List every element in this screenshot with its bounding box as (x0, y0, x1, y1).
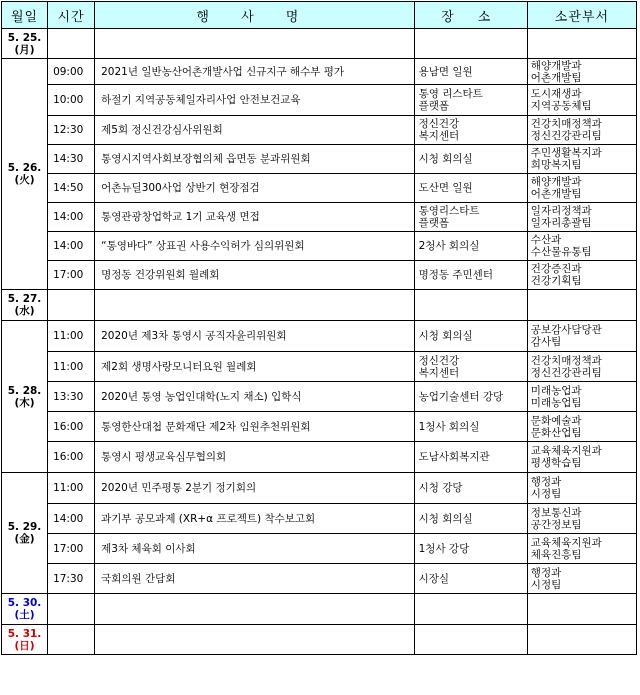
cell-line: 시정팀 (530, 578, 562, 591)
time-cell: 16:00 (48, 412, 95, 442)
dept-cell (527, 412, 636, 442)
cell-line: 시장실 (418, 572, 450, 585)
dept-cell (527, 85, 636, 116)
table-row (2, 534, 637, 564)
dept-cell (527, 564, 636, 594)
table-row (2, 116, 637, 145)
time-cell: 14:00 (48, 232, 95, 261)
cell-line: 어촌개발팀 (530, 71, 582, 84)
place-cell (414, 412, 527, 442)
dept-cell (527, 174, 636, 203)
event-name-cell: 2020년 통영 농업인대학(노지 채소) 입학식 (95, 382, 415, 412)
table-row (2, 85, 637, 116)
dept-cell (527, 145, 636, 174)
time-cell: 16:00 (48, 442, 95, 473)
empty-cell (414, 594, 527, 625)
time-cell: 11:00 (48, 473, 95, 504)
schedule-body (2, 29, 637, 655)
place-cell (414, 473, 527, 504)
empty-cell (48, 29, 95, 59)
cell-line: (金) (14, 533, 35, 545)
dept-cell (527, 534, 636, 564)
time-cell: 14:00 (48, 504, 95, 534)
cell-line: 용남면 일원 (418, 65, 473, 78)
empty-cell (95, 625, 415, 655)
empty-cell (527, 290, 636, 321)
cell-line: 시청 회의실 (418, 153, 473, 165)
table-row (2, 352, 637, 382)
date-cell (2, 290, 48, 321)
header-date: 월일 (2, 2, 48, 29)
empty-cell (48, 290, 95, 321)
cell-line: 5. 25. (7, 31, 42, 44)
date-cell (2, 321, 48, 473)
place-cell (414, 174, 527, 203)
cell-line: 5. 30. (7, 597, 42, 609)
cell-line: 미래농업팀 (530, 396, 582, 409)
place-cell (414, 145, 527, 174)
cell-line: 통영리스타트 (418, 205, 480, 217)
cell-line: 시청 회의실 (418, 330, 473, 342)
table-row (2, 174, 637, 203)
cell-line: 2청사 회의실 (418, 240, 480, 252)
dept-cell (527, 382, 636, 412)
table-row (2, 504, 637, 534)
cell-line: 건강치매정책과 (530, 354, 602, 367)
dept-cell (527, 352, 636, 382)
place-cell (414, 504, 527, 534)
cell-line: 행정과 (530, 566, 562, 579)
cell-line: 정보통신과 (530, 506, 582, 519)
day-row-empty (2, 290, 637, 321)
dept-cell (527, 473, 636, 504)
empty-cell (414, 290, 527, 321)
place-cell (414, 442, 527, 473)
event-name-cell: 통영한산대첩 문화재단 제2차 임원추천위원회 (95, 412, 415, 442)
cell-line: 5. 28. (7, 384, 42, 397)
dept-cell (527, 116, 636, 145)
time-cell: 12:30 (48, 116, 95, 145)
cell-line: 5. 31. (7, 627, 42, 640)
cell-line: 5. 26. (7, 162, 42, 174)
dept-cell (527, 203, 636, 232)
cell-line: 희망복지팀 (530, 159, 582, 171)
empty-cell (414, 29, 527, 59)
date-cell (2, 473, 48, 594)
place-cell (414, 116, 527, 145)
time-cell: 14:50 (48, 174, 95, 203)
dept-cell (527, 442, 636, 473)
cell-line: 체육진흥팀 (530, 548, 582, 561)
place-cell (414, 352, 527, 382)
place-cell (414, 564, 527, 594)
cell-line: 감사팀 (530, 336, 562, 348)
place-cell (414, 232, 527, 261)
cell-line: 건강치매정책과 (530, 118, 602, 130)
table-row (2, 59, 637, 85)
day-row-empty (2, 594, 637, 625)
dept-cell (527, 504, 636, 534)
table-row (2, 261, 637, 290)
time-cell: 14:30 (48, 145, 95, 174)
empty-cell (95, 594, 415, 625)
cell-line: 정신건강관리팀 (530, 130, 602, 142)
cell-line: 일자리정책과 (530, 205, 592, 217)
event-name-cell: 제2회 생명사랑모니터요원 월례회 (95, 352, 415, 382)
dept-cell (527, 261, 636, 290)
cell-line: (日) (14, 639, 35, 652)
event-name-cell: 하절기 지역공동체일자리사업 안전보건교육 (95, 85, 415, 116)
cell-line: 공간정보팀 (530, 518, 582, 531)
place-cell (414, 59, 527, 85)
place-cell (414, 261, 527, 290)
header-row (2, 2, 637, 29)
place-cell (414, 382, 527, 412)
place-cell (414, 534, 527, 564)
cell-line: 정신건강관리팀 (530, 366, 602, 379)
table-row (2, 203, 637, 232)
cell-line: 해양개발과 (530, 59, 582, 72)
cell-line: 주민생활복지과 (530, 147, 602, 159)
time-cell: 17:30 (48, 564, 95, 594)
cell-line: 정신건강 (418, 354, 460, 367)
place-cell (414, 321, 527, 352)
cell-line: 건강증진과 (530, 263, 582, 275)
cell-line: 평생학습팀 (530, 457, 582, 469)
empty-cell (48, 625, 95, 655)
cell-line: (月) (14, 43, 35, 56)
event-name-cell: 제3차 체육회 이사회 (95, 534, 415, 564)
time-cell: 13:30 (48, 382, 95, 412)
time-cell: 17:00 (48, 534, 95, 564)
cell-line: 수산물유통팀 (530, 246, 592, 258)
empty-cell (414, 625, 527, 655)
cell-line: 미래농업과 (530, 384, 582, 397)
cell-line: 명정동 주민센터 (418, 269, 493, 281)
empty-cell (95, 290, 415, 321)
event-name-cell: 국회의원 간담회 (95, 564, 415, 594)
cell-line: 복지센터 (418, 130, 460, 142)
dept-cell (527, 232, 636, 261)
table-row (2, 412, 637, 442)
cell-line: 정신건강 (418, 118, 460, 130)
day-row-empty (2, 625, 637, 655)
day-row-empty (2, 29, 637, 59)
event-name-cell: 제5회 정신건강심사위원회 (95, 116, 415, 145)
table-row (2, 321, 637, 352)
table-row (2, 382, 637, 412)
event-name-cell: 통영시지역사회보장협의체 읍면동 분과위원회 (95, 145, 415, 174)
cell-line: 시청 회의실 (418, 512, 473, 525)
cell-line: 플랫폼 (418, 217, 450, 229)
cell-line: 도산면 일원 (418, 182, 473, 194)
cell-line: 문화예술과 (530, 414, 582, 427)
place-cell (414, 85, 527, 116)
header-dept: 소관부서 (527, 2, 636, 29)
empty-cell (95, 29, 415, 59)
cell-line: 통영 리스타트 (418, 88, 483, 100)
table-row (2, 473, 637, 504)
time-cell: 14:00 (48, 203, 95, 232)
table-row (2, 145, 637, 174)
time-cell: 17:00 (48, 261, 95, 290)
header-event: 행 사 명 (95, 2, 415, 29)
header-place: 장 소 (414, 2, 527, 29)
date-cell (2, 625, 48, 655)
event-name-cell: 통영시 평생교육심무협의회 (95, 442, 415, 473)
cell-line: 5. 29. (7, 521, 42, 533)
time-cell: 11:00 (48, 352, 95, 382)
cell-line: 1청사 회의실 (418, 420, 480, 433)
cell-line: 지역공동체팀 (530, 100, 592, 112)
event-name-cell: 2021년 일반농산어촌개발사업 신규지구 해수부 평가 (95, 59, 415, 85)
date-cell (2, 594, 48, 625)
event-name-cell: 과기부 공모과제 (XR+α 프로젝트) 착수보고회 (95, 504, 415, 534)
table-row (2, 564, 637, 594)
cell-line: (土) (14, 609, 35, 621)
time-cell: 09:00 (48, 59, 95, 85)
event-name-cell: 명정동 건강위원회 월례회 (95, 261, 415, 290)
event-name-cell: 2020년 민주평통 2분기 정기회의 (95, 473, 415, 504)
cell-line: 교육체육지원과 (530, 536, 602, 549)
cell-line: (火) (14, 174, 35, 186)
cell-line: 시정팀 (530, 488, 562, 500)
cell-line: 도남사회복지관 (418, 451, 490, 463)
table-row (2, 442, 637, 473)
header-time: 시간 (48, 2, 95, 29)
empty-cell (527, 29, 636, 59)
cell-line: 문화산업팀 (530, 426, 582, 439)
dept-cell (527, 321, 636, 352)
cell-line: (木) (14, 396, 35, 409)
empty-cell (48, 594, 95, 625)
event-name-cell: 어촌뉴딜300사업 상반기 현장점검 (95, 174, 415, 203)
event-name-cell: 통영관광창업학교 1기 교육생 면접 (95, 203, 415, 232)
cell-line: 1청사 강당 (418, 542, 470, 555)
cell-line: 수산과 (530, 234, 562, 246)
cell-line: 건강기획팀 (530, 275, 582, 287)
cell-line: 어촌개발팀 (530, 188, 582, 200)
cell-line: 플랫폼 (418, 100, 450, 112)
place-cell (414, 203, 527, 232)
dept-cell (527, 59, 636, 85)
empty-cell (527, 625, 636, 655)
cell-line: 5. 27. (7, 293, 42, 305)
empty-cell (527, 594, 636, 625)
cell-line: 복지센터 (418, 366, 460, 379)
schedule-table (1, 1, 637, 655)
time-cell: 11:00 (48, 321, 95, 352)
date-cell (2, 59, 48, 290)
cell-line: 공보감사담당관 (530, 324, 602, 336)
time-cell: 10:00 (48, 85, 95, 116)
cell-line: 해양개발과 (530, 176, 582, 188)
event-name-cell: 2020년 제3차 통영시 공직자윤리위원회 (95, 321, 415, 352)
cell-line: 도시재생과 (530, 88, 582, 100)
cell-line: 시청 강당 (418, 482, 463, 494)
cell-line: 농업기술센터 강당 (418, 390, 504, 403)
date-cell (2, 29, 48, 59)
table-row (2, 232, 637, 261)
event-name-cell: “통영바다” 상표권 사용수익허가 심의위원회 (95, 232, 415, 261)
cell-line: (水) (14, 305, 35, 317)
cell-line: 교육체육지원과 (530, 445, 602, 457)
cell-line: 일자리총괄팀 (530, 217, 592, 229)
cell-line: 행정과 (530, 476, 562, 488)
